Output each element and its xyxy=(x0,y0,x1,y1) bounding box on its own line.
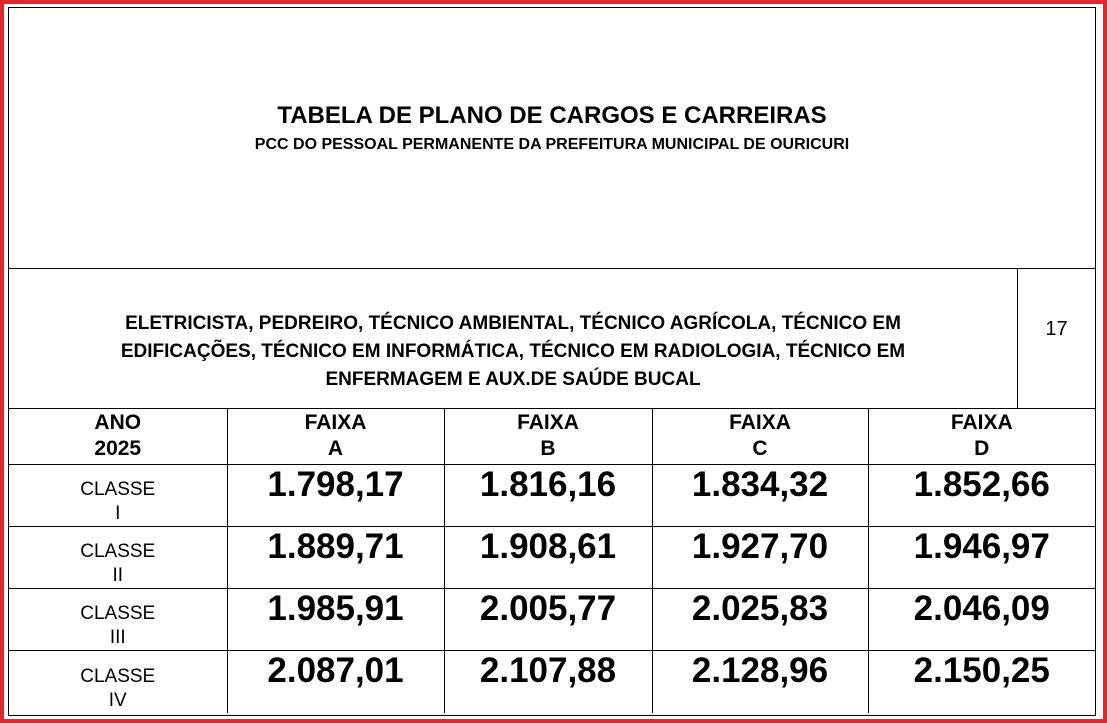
row-label xyxy=(9,589,227,651)
salary-value: 1.985,91 xyxy=(227,589,444,651)
salary-value: 1.816,16 xyxy=(444,465,652,527)
row-label-numeral: I xyxy=(115,503,121,524)
salary-value: 1.852,66 xyxy=(868,465,1095,527)
salary-value: 2.128,96 xyxy=(652,651,868,713)
column-header-faixa-c xyxy=(652,408,868,465)
title-block xyxy=(9,8,1095,269)
salary-value: 1.889,71 xyxy=(227,527,444,589)
column-header-faixa-d xyxy=(868,408,1095,465)
row-label-text: CLASSE xyxy=(80,603,156,624)
salary-value: 1.946,97 xyxy=(868,527,1095,589)
column-header-letter: C xyxy=(752,437,768,460)
row-label-numeral: II xyxy=(112,565,124,586)
salary-value: 2.025,83 xyxy=(652,589,868,651)
year-header-label: ANO xyxy=(94,411,142,434)
column-header-label: FAIXA xyxy=(729,411,791,434)
year-value: 2025 xyxy=(94,437,142,460)
table-row-classe-ii xyxy=(9,527,1095,589)
column-header-faixa-a xyxy=(227,408,444,465)
salary-value: 2.087,01 xyxy=(227,651,444,713)
row-label-numeral: IV xyxy=(108,689,127,711)
column-header-letter: D xyxy=(974,437,990,460)
salary-value: 2.046,09 xyxy=(868,589,1095,651)
row-label-text: CLASSE xyxy=(80,665,156,687)
row-label-text: CLASSE xyxy=(80,541,156,562)
cargo-number: 17 xyxy=(1045,318,1068,340)
column-header-label: FAIXA xyxy=(950,411,1013,434)
row-label-text: CLASSE xyxy=(80,479,156,500)
row-label-numeral: III xyxy=(109,627,126,648)
cargo-line: EDIFICAÇÕES, TÉCNICO EM INFORMÁTICA, TÉCNICO EM RADIOLOGIA, TÉCNICO EM xyxy=(120,341,906,362)
cargo-line: ELETRICISTA, PEDREIRO, TÉCNICO AMBIENTAL, TÉCNICO AGRÍCOLA, TÉCNICO EM xyxy=(125,313,901,334)
salary-value: 1.834,32 xyxy=(652,465,868,527)
table-row-classe-iii xyxy=(9,589,1095,651)
column-header-label: FAIXA xyxy=(517,411,579,434)
cargo-line: ENFERMAGEM E AUX.DE SAÚDE BUCAL xyxy=(325,369,701,390)
salary-table-document xyxy=(8,7,1096,716)
salary-table xyxy=(9,408,1095,713)
salary-value: 1.798,17 xyxy=(227,465,444,527)
salary-value: 2.107,88 xyxy=(444,651,652,713)
column-header-label: FAIXA xyxy=(304,411,367,434)
column-header-faixa-b xyxy=(444,408,652,465)
year-header xyxy=(9,408,227,465)
cargo-row xyxy=(9,268,1095,409)
row-label xyxy=(9,527,227,589)
row-label xyxy=(9,465,227,527)
cargo-list xyxy=(39,310,987,394)
salary-value: 1.927,70 xyxy=(652,527,868,589)
salary-value: 2.005,77 xyxy=(444,589,652,651)
column-header-letter: A xyxy=(327,437,344,460)
table-row-classe-iv xyxy=(9,651,1095,713)
salary-value: 2.150,25 xyxy=(868,651,1095,713)
column-header-letter: B xyxy=(540,437,556,460)
salary-value: 1.908,61 xyxy=(444,527,652,589)
row-label xyxy=(9,651,227,713)
document-subtitle: PCC DO PESSOAL PERMANENTE DA PREFEITURA MUNICIPAL DE OURICURI xyxy=(254,136,850,153)
table-row-classe-i xyxy=(9,465,1095,527)
document-title: TABELA DE PLANO DE CARGOS E CARREIRAS xyxy=(277,102,827,129)
